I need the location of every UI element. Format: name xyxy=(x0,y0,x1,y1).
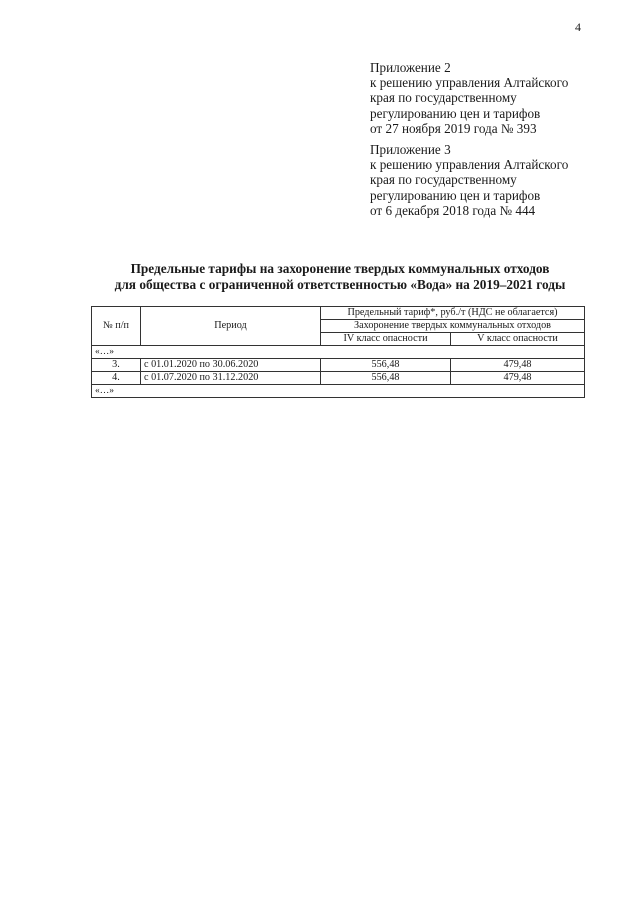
page-number: 4 xyxy=(575,20,581,34)
title-line-2: для общества с ограниченной ответственностью «Вода» на 2019–2021 годы xyxy=(114,277,566,292)
ellipsis-row-top: «…» xyxy=(92,346,585,359)
row-period: с 01.01.2020 по 30.06.2020 xyxy=(141,359,321,372)
table-row xyxy=(92,359,585,372)
appendix-line: регулированию цен и тарифов xyxy=(370,187,541,203)
appendix-line: Приложение 3 xyxy=(370,142,451,157)
header-number: № п/п xyxy=(92,307,141,346)
row-class-v-value: 479,48 xyxy=(451,359,585,372)
appendix-line: Приложение 2 xyxy=(370,60,451,75)
document-title xyxy=(90,261,590,293)
row-class-iv-value: 556,48 xyxy=(321,372,451,385)
appendix-line: регулированию цен и тарифов xyxy=(370,105,541,121)
ellipsis-row-bottom: «…» xyxy=(92,385,585,398)
header-class-iv: IV класс опасности xyxy=(321,333,451,346)
appendix-2-reference xyxy=(370,60,568,136)
row-number: 3. xyxy=(92,359,141,372)
appendix-line: к решению управления Алтайского xyxy=(370,75,569,91)
row-period: с 01.07.2020 по 31.12.2020 xyxy=(141,372,321,385)
row-number: 4. xyxy=(92,372,141,385)
header-tariff-group: Предельный тариф*, руб./т (НДС не облагается) xyxy=(321,307,585,320)
appendix-line: к решению управления Алтайского xyxy=(370,157,569,173)
appendix-line: от 6 декабря 2018 года № 444 xyxy=(370,202,536,218)
header-service: Захоронение твердых коммунальных отходов xyxy=(321,320,585,333)
tariff-table xyxy=(91,306,585,398)
appendix-line: от 27 ноября 2019 года № 393 xyxy=(370,120,537,136)
header-period: Период xyxy=(141,307,321,346)
appendix-line: края по государственному xyxy=(370,172,517,188)
appendix-3-reference xyxy=(370,142,568,218)
header-class-v: V класс опасности xyxy=(451,333,585,346)
title-line-1: Предельные тарифы на захоронение твердых коммунальных отходов xyxy=(130,261,550,276)
table-row xyxy=(92,372,585,385)
appendix-line: края по государственному xyxy=(370,90,517,106)
row-class-iv-value: 556,48 xyxy=(321,359,451,372)
row-class-v-value: 479,48 xyxy=(451,372,585,385)
